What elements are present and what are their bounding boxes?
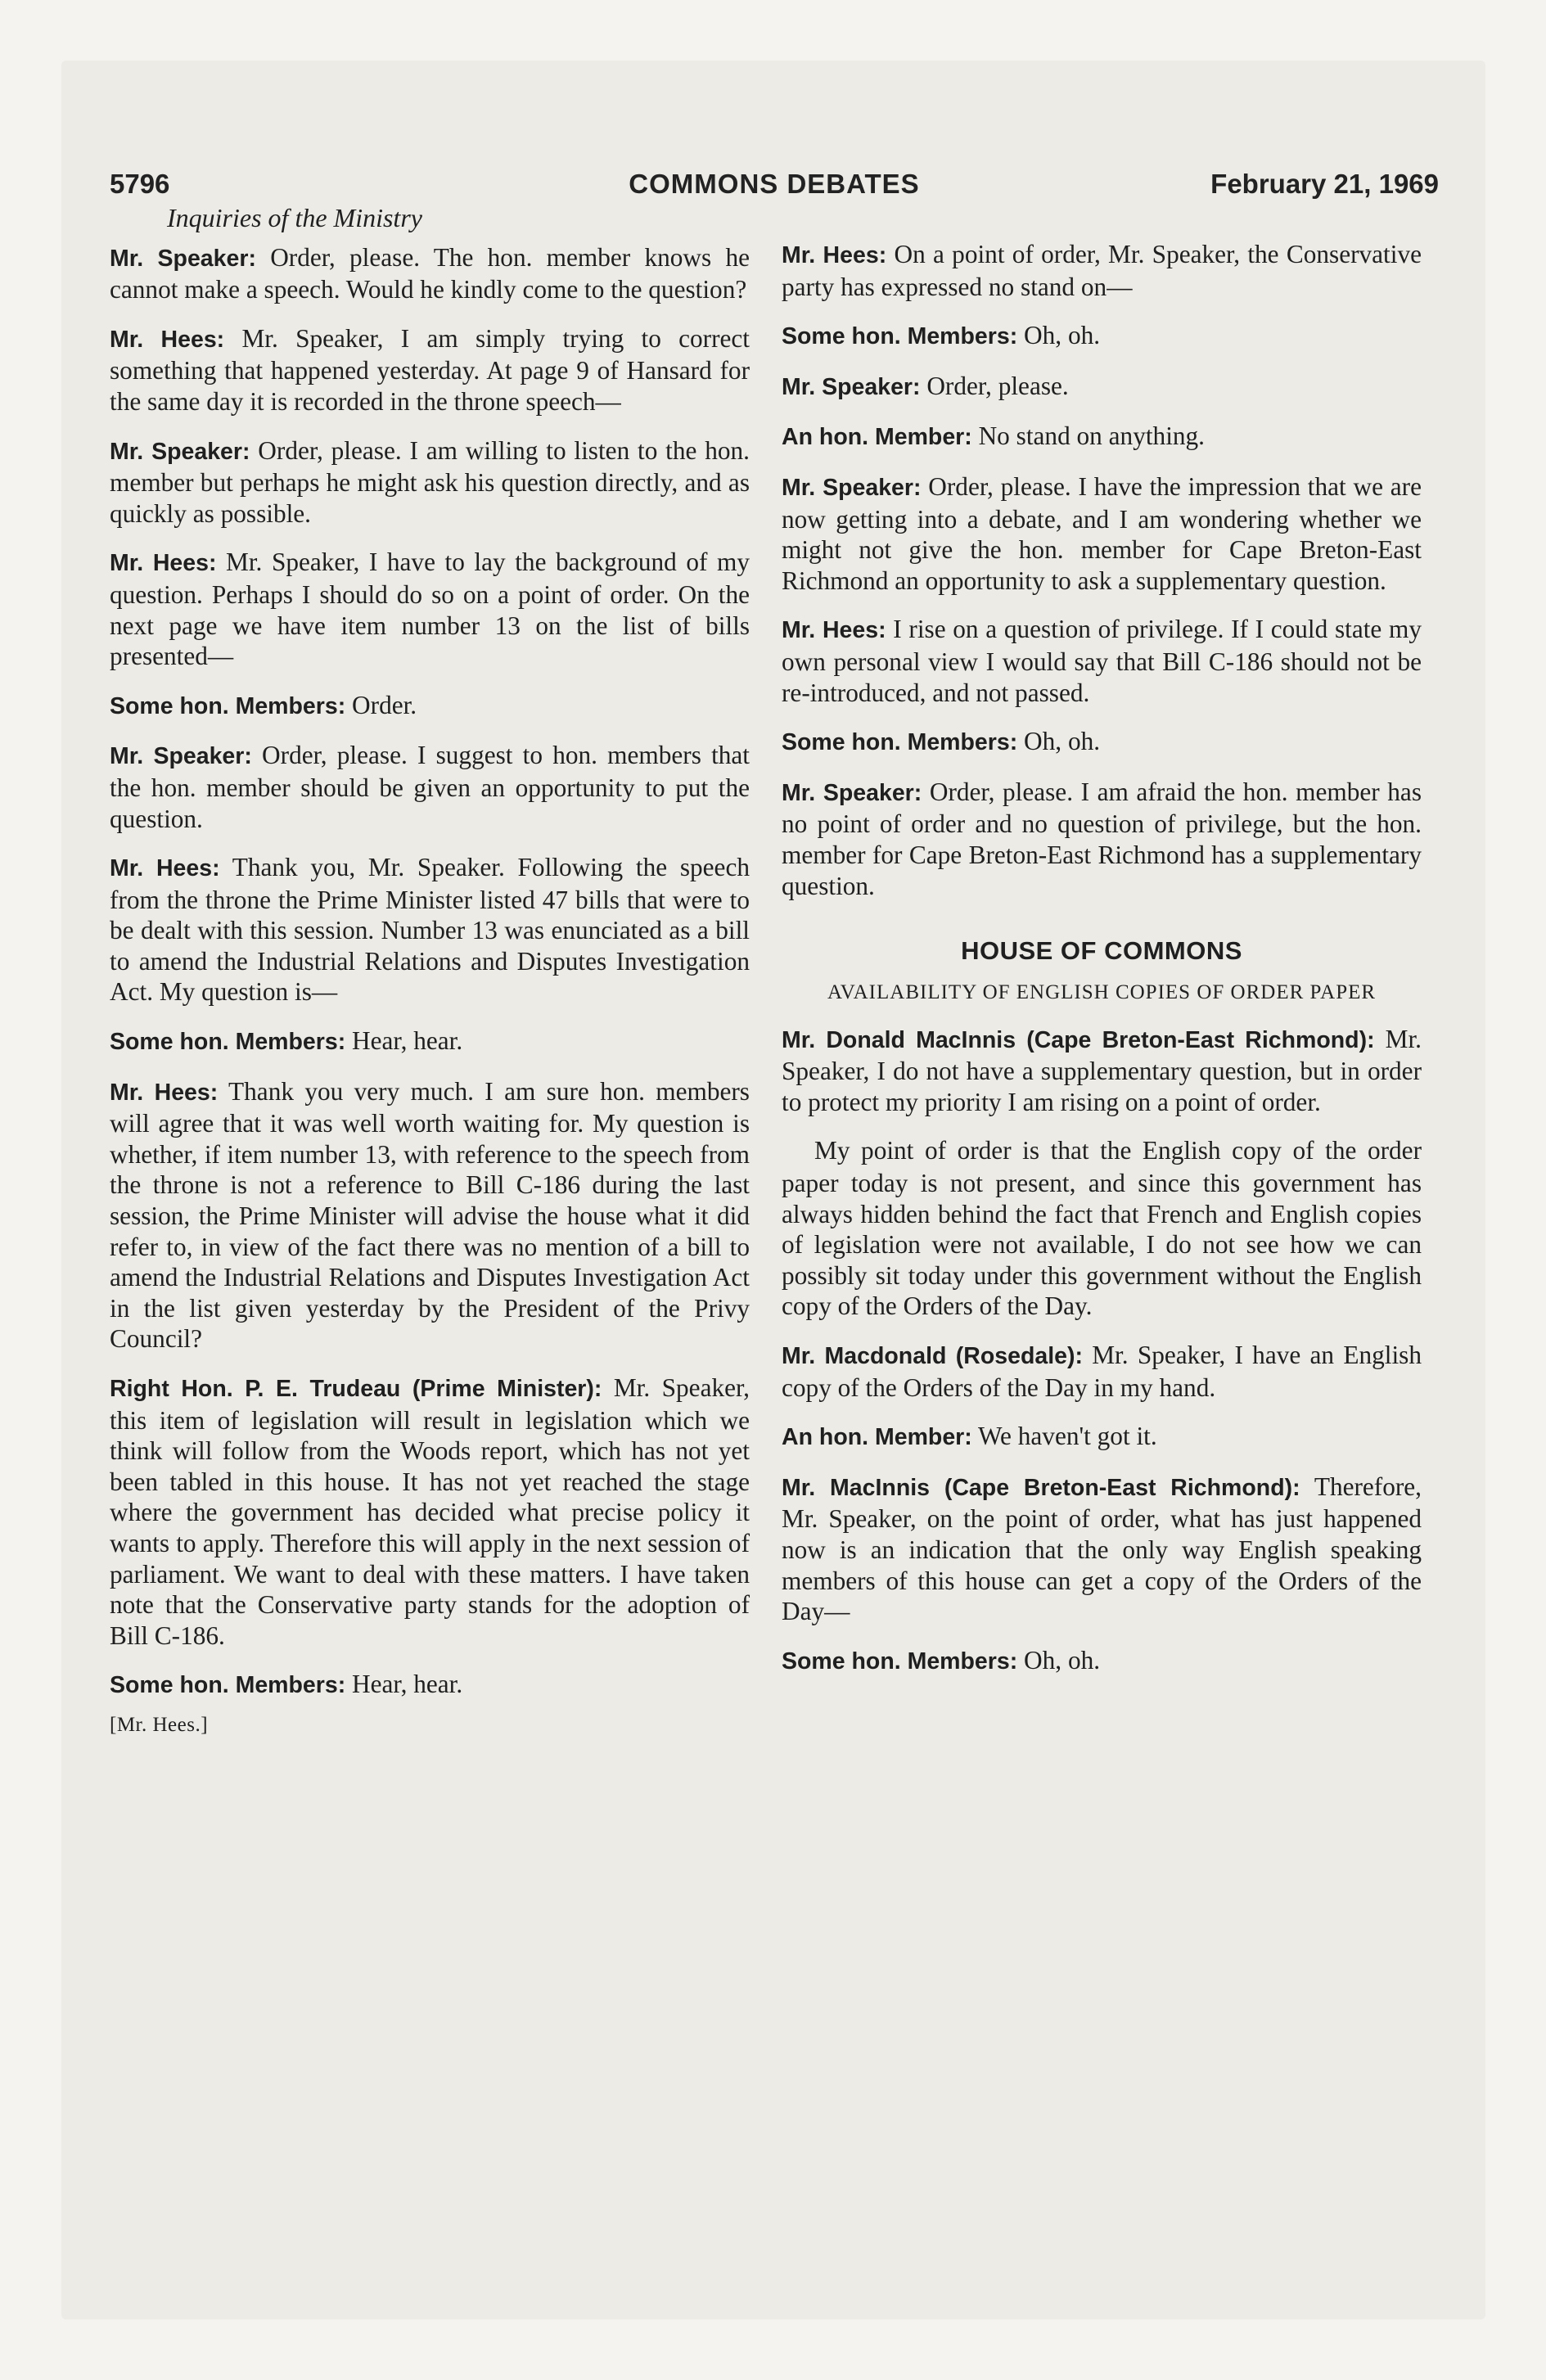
speech-text: Order, please. The hon. member knows he cannot make a speech. Would he kindly come to the question? (110, 242, 750, 304)
speech-paragraph (782, 1421, 1422, 1454)
speech-paragraph (782, 726, 1422, 759)
speech-text: My point of order is that the English copy of the order paper today is not present, and since this government has always hidden behind the fact that French and English copies of legislation were not available, I do not see how we can possibly sit today under this government without the English copy of the Orders of the Day. (782, 1136, 1422, 1321)
right-column (782, 239, 1422, 1695)
left-column (110, 203, 750, 1741)
speech-paragraph (782, 239, 1422, 302)
speaker-name: Some hon. Members: (110, 692, 346, 719)
speech-text: Thank you very much. I am sure hon. members will agree that it was well worth waiting for. My question is whether, if item number 13, with reference to the speech from the throne is not a reference to Bill C-186 during the last session, the Prime Minister will advise the house what it did refer to, in view of the fact there was no mention of a bill to amend the Industrial Relations and Disputes Investigation Act in the list given yesterday by the President of the Privy Council? (110, 1076, 750, 1354)
speaker-name: Mr. Hees: (110, 550, 217, 577)
speech-paragraph (782, 421, 1422, 453)
speaker-name: Mr. Speaker: (110, 438, 250, 465)
speech-text: Order, please. I suggest to hon. members that the hon. member should be given an opportunity to put the question. (110, 741, 750, 833)
speech-paragraph (110, 435, 750, 530)
speech-text: Hear, hear. (345, 1670, 463, 1699)
speaker-name: Some hon. Members: (110, 1029, 346, 1056)
speaker-name: Mr. Hees: (110, 326, 225, 353)
speech-text: Hear, hear. (345, 1026, 463, 1056)
speech-paragraph (782, 1645, 1422, 1678)
speech-paragraph (110, 1076, 750, 1355)
speaker-name: Some hon. Members: (782, 729, 1018, 756)
speech-text: Order. (345, 690, 417, 719)
speech-text: Order, please. I am willing to listen to the hon. member but perhaps he might ask his question directly, and as quickly as possible. (110, 435, 750, 528)
running-head: Inquiries of the Ministry (167, 203, 422, 232)
speaker-name: Mr. Hees: (110, 1079, 219, 1106)
speech-paragraph (110, 547, 750, 671)
speech-text: We haven't got it. (971, 1422, 1157, 1451)
speaker-name: Mr. Speaker: (782, 373, 921, 400)
speech-text: Therefore, Mr. Speaker, on the point of order, what has just happened now is an indication that the only way English speaking members of this house can get a copy of the Orders of the Day— (782, 1472, 1422, 1626)
speech-text: Order, please. (920, 371, 1069, 400)
speech-paragraph (110, 690, 750, 723)
footer-note: [Mr. Hees.] (110, 1713, 209, 1736)
speaker-name: Mr. Speaker: (110, 743, 252, 770)
speech-paragraph (782, 777, 1422, 901)
page-number: 5796 (110, 169, 170, 199)
speaker-name: Mr. Hees: (110, 855, 220, 882)
speech-text: Oh, oh. (1017, 1645, 1101, 1675)
speech-text: Order, please. I am afraid the hon. member has no point of order and no question of privilege, but the hon. member for Cape Breton-East Richmond has a supplementary question. (782, 777, 1422, 900)
speech-paragraph (110, 852, 750, 1007)
speaker-name: An hon. Member: (782, 1424, 972, 1451)
speech-text: Thank you, Mr. Speaker. Following the speech from the throne the Prime Minister listed 47 bills that were to be dealt with this session. Number 13 was enunciated as a bill to amend the Industrial Relations and Disputes Investigation Act. My question is— (110, 853, 750, 1007)
speech-paragraph (782, 1340, 1422, 1403)
speech-paragraph (782, 471, 1422, 596)
speech-paragraph (110, 740, 750, 834)
speaker-name: Mr. Hees: (782, 242, 887, 268)
speech-paragraph (110, 1669, 750, 1702)
speech-paragraph (110, 323, 750, 417)
speech-paragraph (782, 614, 1422, 708)
speech-paragraph (782, 1472, 1422, 1627)
speaker-name: Mr. Donald MacInnis (Cape Breton-East Richmond): (782, 1026, 1375, 1053)
speaker-name: Mr. Speaker: (782, 474, 922, 501)
speech-text: Mr. Speaker, I have to lay the background of my question. Perhaps I should do so on a point of order. On the next page we have item number 13 on the list of bills presented— (110, 548, 750, 671)
speaker-name: Some hon. Members: (782, 1648, 1018, 1675)
section-subheading: AVAILABILITY OF ENGLISH COPIES OF ORDER PAPER (827, 980, 1377, 1003)
speech-paragraph (110, 242, 750, 305)
speaker-name: Mr. Speaker: (110, 245, 256, 272)
speaker-name: Some hon. Members: (782, 323, 1018, 350)
speech-text: Order, please. I have the impression that we are now getting into a debate, and I am wondering whether we might not give the hon. member for Cape Breton-East Richmond an opportunity to ask a supplementary question. (782, 471, 1422, 595)
page-date: February 21, 1969 (1210, 169, 1439, 199)
speech-paragraph (782, 1024, 1422, 1118)
section-heading: HOUSE OF COMMONS (961, 936, 1242, 966)
speech-text: On a point of order, Mr. Speaker, the Conservative party has expressed no stand on— (782, 240, 1422, 301)
speaker-name: Some hon. Members: (110, 1672, 346, 1699)
speaker-name: Right Hon. P. E. Trudeau (Prime Minister): (110, 1376, 602, 1402)
publication-title: COMMONS DEBATES (629, 169, 920, 199)
speech-text: Mr. Speaker, I do not have a supplementary question, but in order to protect my priority I am rising on a point of order. (782, 1024, 1422, 1116)
speech-text: Mr. Speaker, this item of legislation will result in legislation which we think will follow from the Woods report, which has not yet been tabled in this house. It has not yet reached the stage where the government has decided what precise policy it wants to apply. Therefore this will apply in the next session of parliament. We want to deal with these matters. I have taken note that the Conservative party stands for the adoption of Bill C-186. (110, 1373, 750, 1650)
speaker-name: An hon. Member: (782, 424, 972, 451)
speaker-name: Mr. MacInnis (Cape Breton-East Richmond): (782, 1474, 1300, 1501)
speech-paragraph (110, 1025, 750, 1058)
speech-paragraph (782, 371, 1422, 403)
speaker-name: Mr. Macdonald (Rosedale): (782, 1343, 1083, 1370)
speech-text: Mr. Speaker, I have an English copy of the Orders of the Day in my hand. (782, 1341, 1422, 1402)
speaker-name: Mr. Hees: (782, 617, 886, 644)
speech-paragraph (782, 1135, 1422, 1322)
speech-paragraph (782, 320, 1422, 353)
speech-text: No stand on anything. (971, 421, 1206, 451)
speech-paragraph (110, 1373, 750, 1651)
speech-text: Oh, oh. (1017, 321, 1101, 350)
speech-text: I rise on a question of privilege. If I could state my own personal view I would say that Bill C-186 should not be re-introduced, and not passed. (782, 615, 1422, 707)
speech-text: Mr. Speaker, I am simply trying to correct something that happened yesterday. At page 9 of Hansard for the same day it is recorded in the throne speech— (110, 323, 750, 416)
speech-text: Oh, oh. (1017, 727, 1101, 756)
speaker-name: Mr. Speaker: (782, 779, 922, 806)
